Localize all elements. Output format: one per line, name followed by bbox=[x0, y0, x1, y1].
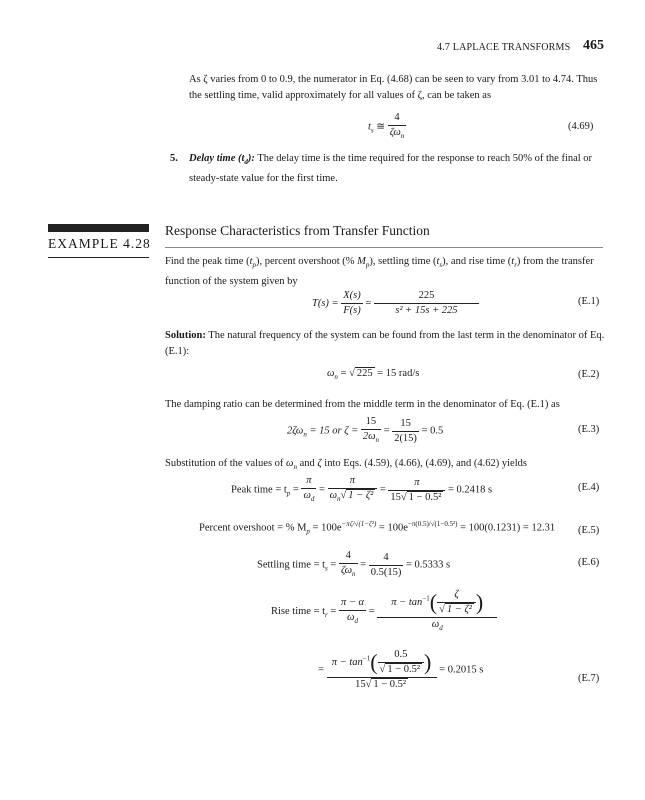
equation-number: (E.2) bbox=[578, 369, 600, 380]
equation-e6: Settling time = $t_s$ = $\frac{4}{\zeta\omega_n}$ = $\frac{4}{0.5(15)}$ = 0.5333 s bbox=[257, 549, 450, 581]
equation-e4: Peak time = $t_p$ = $\frac{\pi}{\omega_d}$ = $\frac{\pi}{\omega_n√ 1 - \zeta^2}$ = $\frac{\pi}{\text{15√ 1 − 0.5²}}$ = 0.2418 s bbox=[231, 474, 492, 506]
equation-number: (E.3) bbox=[578, 424, 600, 435]
equation-number: (E.5) bbox=[578, 525, 600, 536]
equation-e7-line1: Rise time = $t_r$ = $\frac{\pi - \alpha}{\omega_d}$ = $\pi - \tan^{-1}$( $\frac{\zeta}{\text{√ 1 − ζ²}}$ ) $\omega_d$ bbox=[271, 588, 497, 635]
list-number: 5. bbox=[170, 153, 178, 164]
equation-number: (E.6) bbox=[578, 557, 600, 568]
example-title: Response Characteristics from Transfer Function bbox=[165, 223, 430, 238]
example-bar bbox=[48, 224, 149, 232]
paragraph: As ζ varies from 0 to 0.9, the numerator in Eq. (4.68) can be seen to vary from 3.01 to 4.74. Thus the settling time, valid approximately for all values of ζ, can be taken as bbox=[189, 74, 598, 101]
example-label: EXAMPLE 4.28 bbox=[48, 236, 151, 251]
equation-number: (E.7) bbox=[578, 673, 600, 684]
equation-number: (E.4) bbox=[578, 482, 600, 493]
equation-number: (4.69) bbox=[568, 121, 594, 132]
running-header bbox=[437, 42, 570, 53]
section-title: 4.7 LAPLACE TRANSFORMS bbox=[437, 42, 571, 53]
page-number: 465 bbox=[583, 38, 604, 53]
equation-e7-line2: = $\pi - \tan^{-1}$( $\frac{0.5}{\text{√ 1 − 0.5²}}$ ) 15√ 1 − 0.5² = 0.2015 s bbox=[318, 649, 484, 690]
title-rule bbox=[165, 247, 603, 248]
solution-paragraph: Solution: The natural frequency of the system can be found from the last term in the denominator of Eq. (E.1): bbox=[165, 330, 605, 357]
equation-number: (E.1) bbox=[578, 296, 600, 307]
equation-e1: T(s) = $\frac{X(s)}{F(s)}$ = $\frac{225}{\text{s² + 15s + 225}}$ bbox=[312, 289, 479, 318]
problem-statement: Find the peak time $(t_p)$, percent overshoot (% $M_p$), settling time $(t_s)$, and rise time $(t_r)$ from the transfer function of the system given by bbox=[165, 256, 594, 287]
damping-text: The damping ratio can be determined from the middle term in the denominator of Eq. (E.1) as bbox=[165, 399, 560, 410]
equation-e3: $2\zeta\omega_n = 15$ or ζ = $\frac{15}{2\omega_n}$ = $\frac{15}{2(15)}$ = 0.5 bbox=[287, 415, 443, 447]
substitution-text: Substitution of the values of $\omega_n$ and ζ into Eqs. (4.59), (4.66), (4.69), and (4.62) yields bbox=[165, 458, 527, 472]
equation-4-69: $t_s$ ≅ $\frac{4}{\zeta\omega_n}$ bbox=[368, 111, 406, 143]
delay-time-item: Delay time $(t_d)$: The delay time is the time required for the response to reach 50% of the final or steady-state value for the first time. bbox=[189, 153, 593, 184]
equation-e2: $\omega_n$ = √ 225 = 15 rad/s bbox=[327, 368, 420, 382]
example-underline bbox=[48, 257, 149, 258]
equation-e5: Percent overshoot = % $M_p = 100e^{-\pi\zeta/√(1-\zeta^2)} = 100e^{-\pi(0.5)/√(1-0.5^2)} = 100(0.1231) = 12.31$ bbox=[199, 520, 556, 536]
